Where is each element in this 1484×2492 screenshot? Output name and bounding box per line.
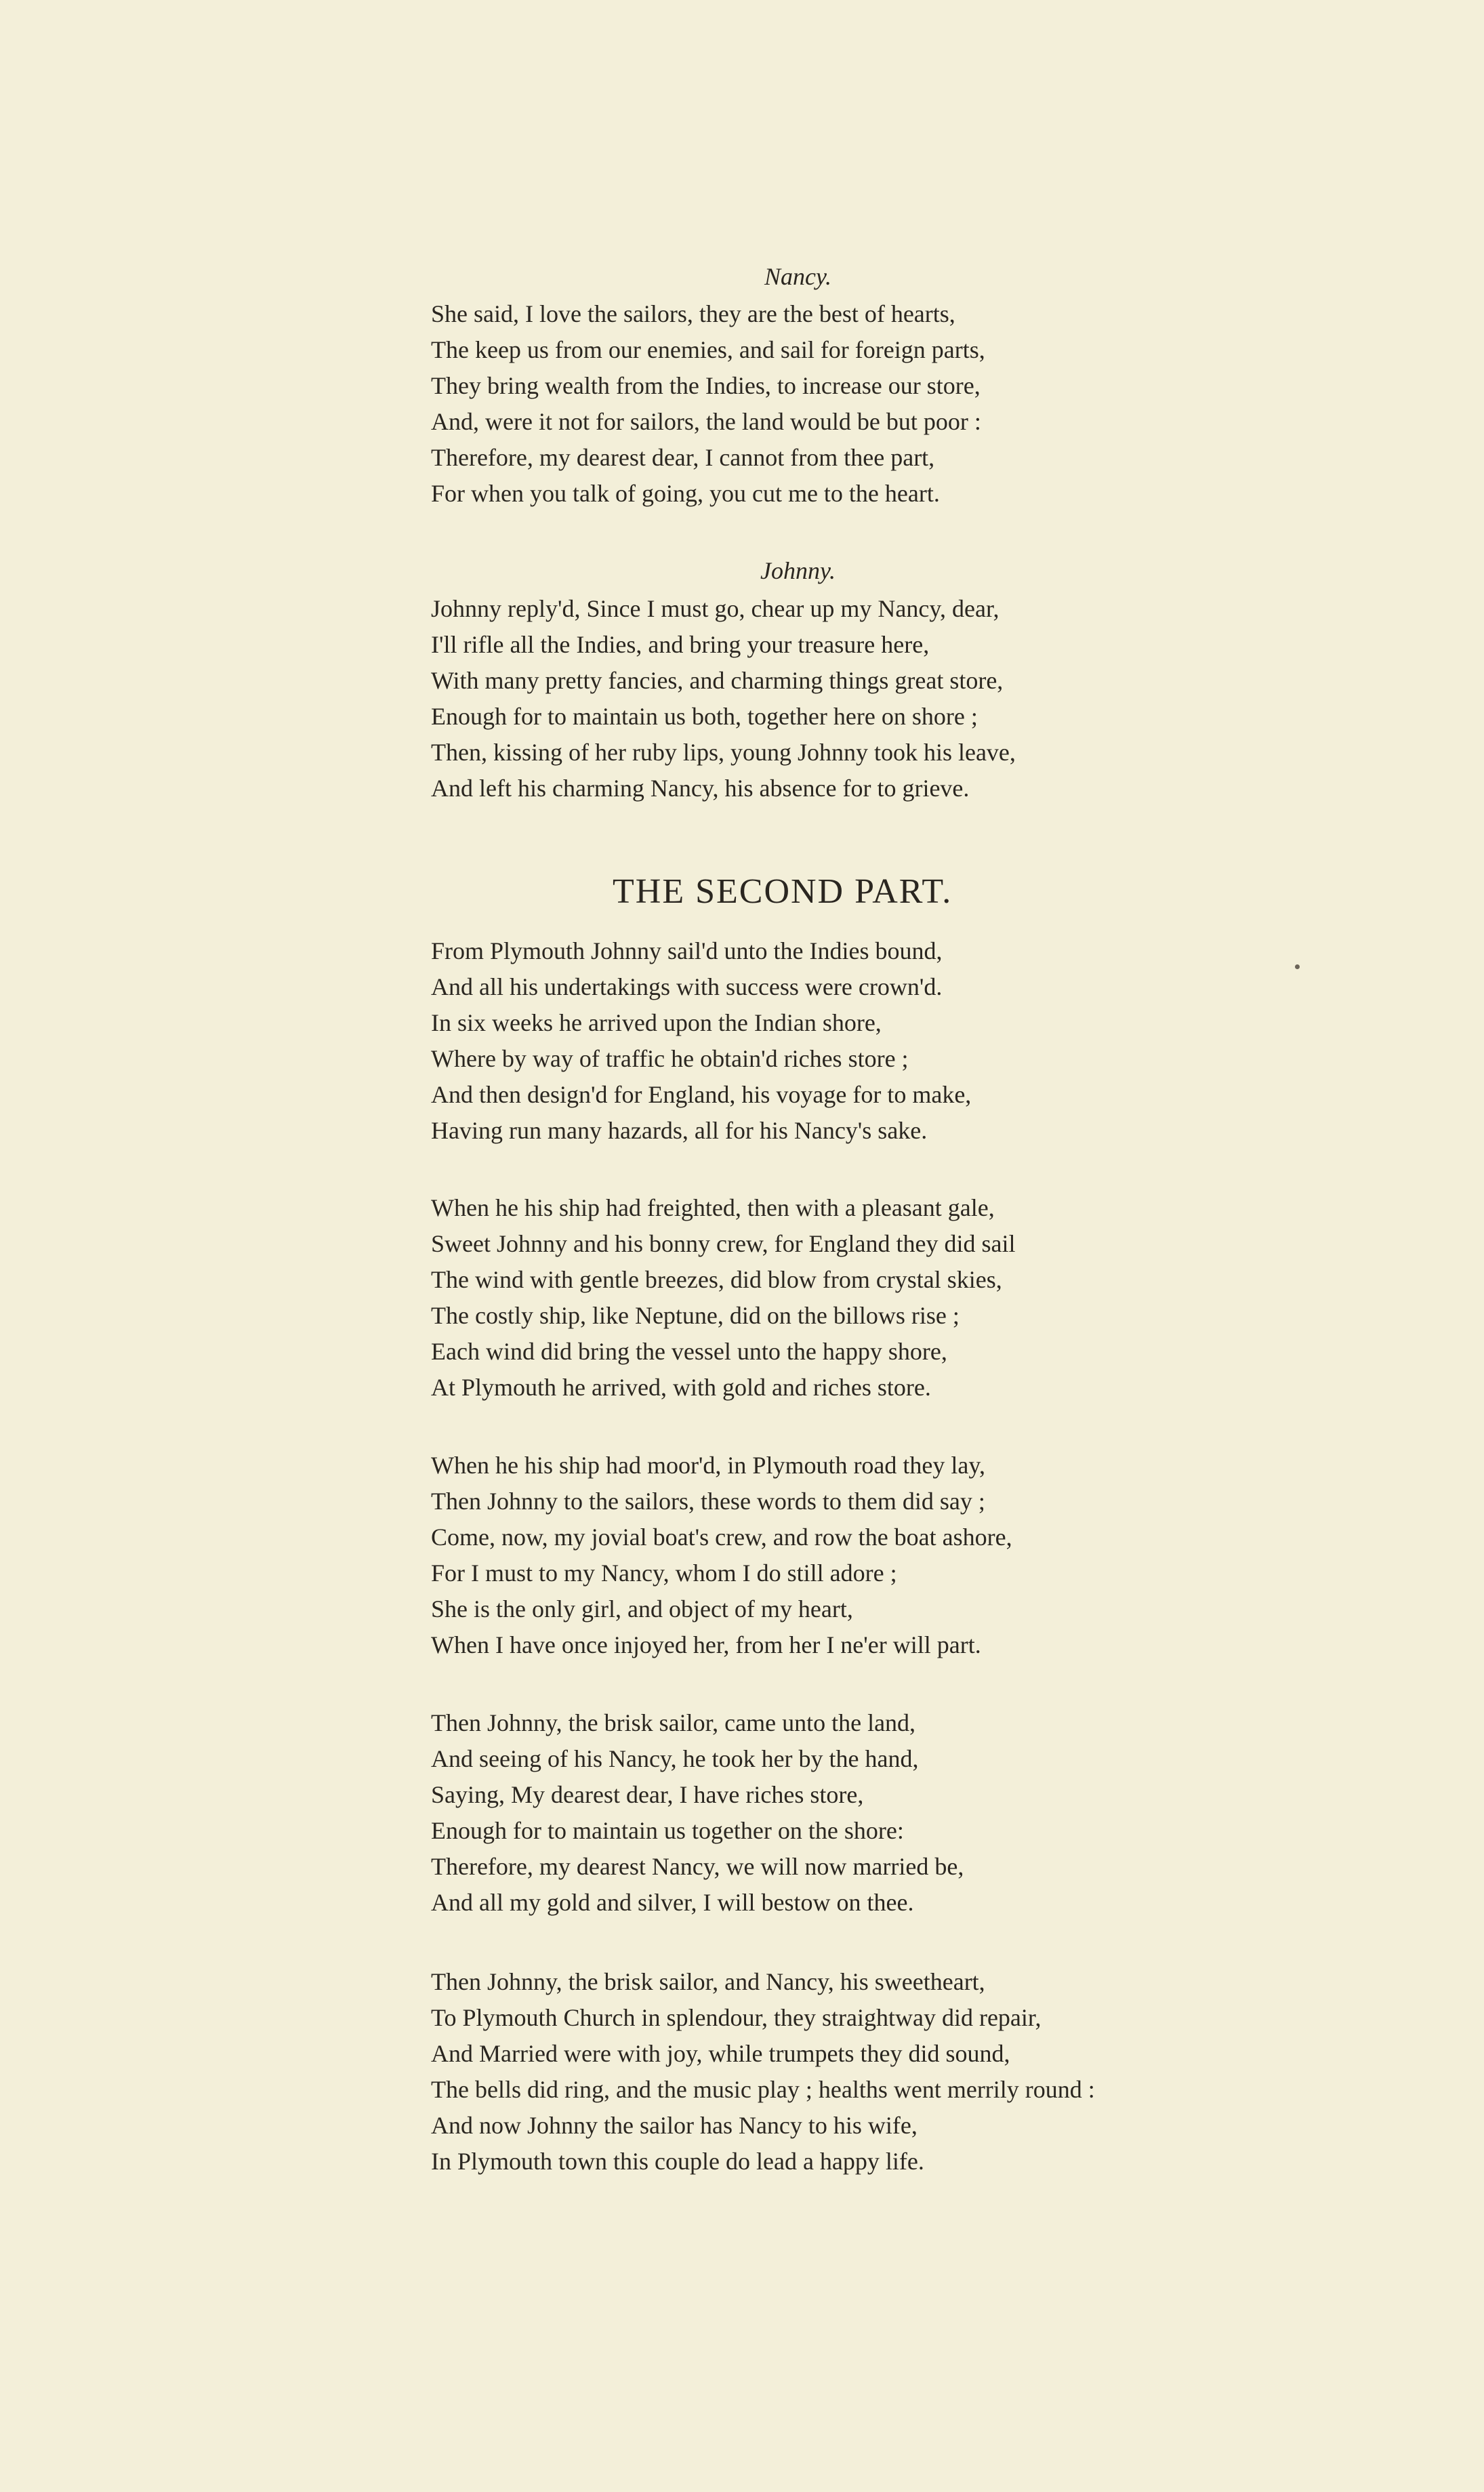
stanza-second-part-2: [431, 1190, 1271, 1406]
poem-line: Johnny reply'd, Since I must go, chear up my Nancy, dear,: [431, 595, 999, 622]
poem-line: From Plymouth Johnny sail'd unto the Indies bound,: [431, 937, 943, 964]
poem-line: In Plymouth town this couple do lead a happy life.: [431, 2148, 924, 2175]
paper-speck: [1295, 964, 1300, 969]
poem-line: Where by way of traffic he obtain'd riches store ;: [431, 1045, 909, 1072]
poem-line: And now Johnny the sailor has Nancy to his wife,: [431, 2112, 918, 2139]
poem-line: She said, I love the sailors, they are the best of hearts,: [431, 300, 955, 327]
stanza-second-part-1: [431, 933, 1271, 1149]
poem-line: And left his charming Nancy, his absence for to grieve.: [431, 775, 970, 802]
poem-line: Saying, My dearest dear, I have riches store,: [431, 1781, 864, 1808]
speaker-heading-nancy: Nancy.: [764, 263, 831, 290]
poem-line: Sweet Johnny and his bonny crew, for England they did sail: [431, 1230, 1016, 1257]
poem-line: They bring wealth from the Indies, to increase our store,: [431, 372, 981, 399]
poem-line: And, were it not for sailors, the land would be but poor :: [431, 408, 981, 435]
poem-line: When he his ship had moor'd, in Plymouth road they lay,: [431, 1452, 986, 1479]
poem-line: And then design'd for England, his voyage for to make,: [431, 1081, 972, 1108]
poem-line: And all his undertakings with success were crown'd.: [431, 973, 943, 1000]
stanza-nancy: [431, 296, 1271, 512]
poem-line: In six weeks he arrived upon the Indian shore,: [431, 1009, 882, 1036]
poem-line: At Plymouth he arrived, with gold and riches store.: [431, 1374, 931, 1401]
poem-line: And Married were with joy, while trumpets they did sound,: [431, 2040, 1010, 2067]
poem-line: Having run many hazards, all for his Nancy's sake.: [431, 1117, 928, 1144]
stanza-second-part-5: [431, 1964, 1271, 2180]
poem-line: And seeing of his Nancy, he took her by the hand,: [431, 1745, 919, 1772]
poem-line: Then, kissing of her ruby lips, young Johnny took his leave,: [431, 739, 1016, 766]
poem-line: When I have once injoyed her, from her I ne'er will part.: [431, 1631, 981, 1658]
stanza-second-part-3: [431, 1448, 1271, 1663]
stanza-second-part-4: [431, 1705, 1271, 1921]
poem-line: Then Johnny to the sailors, these words to them did say ;: [431, 1488, 985, 1515]
poem-line: Therefore, my dearest dear, I cannot from thee part,: [431, 444, 935, 471]
poem-line: The costly ship, like Neptune, did on the billows rise ;: [431, 1302, 960, 1329]
poem-line: The wind with gentle breezes, did blow from crystal skies,: [431, 1266, 1002, 1293]
poem-line: Each wind did bring the vessel unto the happy shore,: [431, 1338, 947, 1365]
poem-line: The bells did ring, and the music play ; healths went merrily round :: [431, 2076, 1095, 2103]
poem-line: When he his ship had freighted, then with a pleasant gale,: [431, 1194, 995, 1221]
poem-line: With many pretty fancies, and charming things great store,: [431, 667, 1004, 694]
poem-line: Come, now, my jovial boat's crew, and row the boat ashore,: [431, 1524, 1012, 1551]
poem-line: Then Johnny, the brisk sailor, and Nancy, his sweetheart,: [431, 1968, 985, 1995]
poem-line: She is the only girl, and object of my heart,: [431, 1595, 853, 1622]
poem-line: The keep us from our enemies, and sail for foreign parts,: [431, 336, 985, 363]
poem-line: Then Johnny, the brisk sailor, came unto the land,: [431, 1709, 916, 1736]
poem-line: And all my gold and silver, I will bestow on thee.: [431, 1889, 914, 1916]
poem-line: For I must to my Nancy, whom I do still adore ;: [431, 1559, 897, 1587]
poem-line: Therefore, my dearest Nancy, we will now married be,: [431, 1853, 964, 1880]
poem-line: Enough for to maintain us both, together here on shore ;: [431, 703, 978, 730]
speaker-heading-johnny: Johnny.: [760, 557, 836, 584]
poem-line: To Plymouth Church in splendour, they straightway did repair,: [431, 2004, 1042, 2031]
poem-line: Enough for to maintain us together on the shore:: [431, 1817, 904, 1844]
poem-line: For when you talk of going, you cut me to the heart.: [431, 480, 940, 507]
stanza-johnny: [431, 591, 1271, 806]
section-title: THE SECOND PART.: [613, 872, 953, 911]
poem-line: I'll rifle all the Indies, and bring your treasure here,: [431, 631, 930, 658]
